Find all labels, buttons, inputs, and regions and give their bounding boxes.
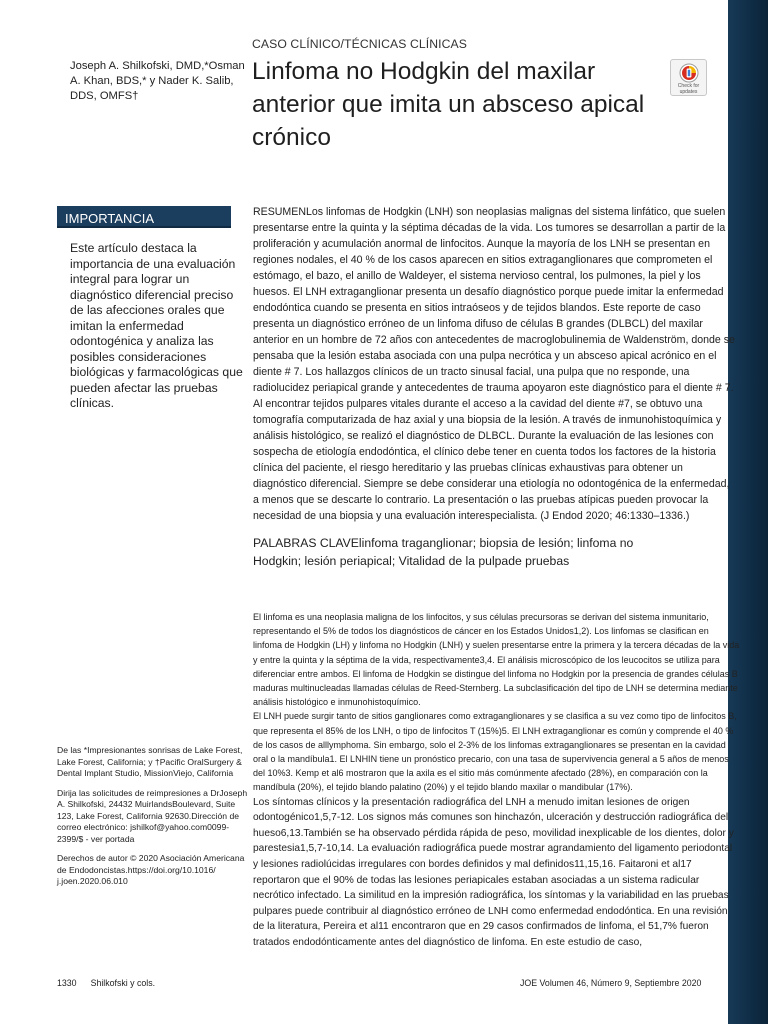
crossmark-icon — [679, 63, 699, 83]
author-list: Joseph A. Shilkofski, DMD,*Osman A. Khan, BDS,* y Nader K. Salib, DDS, OMFS† — [70, 60, 245, 102]
copyright-note: Derechos de autor © 2020 Asociación Americana de Endodoncistas.https://doi.org/10.1016/ j.joen.2020.06.010 — [57, 853, 245, 886]
abstract-text: Los linfomas de Hodgkin (LNH) son neoplasias malignas del sistema linfático, que suelen presentarse entre la quinta y la séptima décadas de la vida. Los tumores se desarrollan a partir de la proliferación y acumulación anormal de linfocitos. Aunque la mayoría de los LNH se presentan en regiones nodales, el 40 % de los casos aparecen en sitios extraganglionares que comprometen el estómago, el bazo, el anillo de Waldeyer, el sistema nervioso central, los pulmones, la piel y los huesos. El LNH extraganglionar presenta un desafío diagnóstico porque puede imitar la enfermedad endodóntica cuando se presenta en sitios intraóseos y de tejidos blandos. Este reporte de caso presenta un diagnóstico erróneo de un linfoma difuso de células B grandes (DLBCL) del maxilar anterior en un hombre de 72 años con antecedentes de macroglobulinemia de Waldenström, donde se pensaba que la lesión estaba asociada con una pulpa necrótica y un absceso apical acrónico en el diente # 7. Los hallazgos clínicos de un tracto sinusal facial, una pulpa que no responde, una radiolucidez periapical grande y antecedentes de trauma apoyaron este diagnóstico para el diente # 7. Al encontrar tejidos pulpares vitales durante el acceso a la cavidad del diente #7, se obtuvo una tomografía computarizada de haz axial y una biopsia de la lesión. A través de inmunohistoquímica y análisis histológico, se realizó el diagnóstico de DLBCL. Durante la evaluación de las lesiones con sospecha de etiología endodóntica, el clínico debe tener en cuenta todos los factores de la historia clínica del paciente, el riesgo hereditario y las pruebas clínicas exhaustivas para obtener un diagnóstico diferencial. Siempre se debe considerar una etiología no odontogénica de la enfermedad, a menos que se descarte lo contrario. La presentación o las pruebas atípicas pueden provocar la necesidad de una biopsia y una evaluación interespecialista. (J Endod 2020; 46:1330–1336.) — [253, 206, 735, 522]
keywords-label: PALABRAS CLAVE — [253, 536, 359, 550]
abstract — [253, 204, 737, 524]
crossmark-label: Check for updates — [677, 83, 700, 95]
article-body — [253, 610, 740, 951]
importance-text: Este artículo destaca la importancia de una evaluación integral para lograr un diagnóstico diferencial preciso de las afecciones orales que imitan la enfermedad odontogénica y analiza las posibles consideraciones biológicas y farmacológicas que pueden afectar las pruebas clínicas. — [70, 241, 243, 410]
footnotes — [57, 745, 252, 896]
keywords-text: linfoma traganglionar; biopsia de lesión; linfoma no Hodgkin; lesión periapical; Vitalidad de la pulpade pruebas — [253, 536, 634, 568]
check-for-updates-badge[interactable] — [670, 59, 707, 96]
body-paragraph-1: El linfoma es una neoplasia maligna de los linfocitos, y sus células precursoras se derivan del sistema inmunitario, representando el 5% de todos los diagnósticos de cáncer en los Estados Unidos1,2). Los linfomas se clasifican en linfoma de Hodgkin (LH) y linfoma no Hodgkin (LNH) y suelen presentarse entre la primera y la tercera décadas de la vida y entre la quinta y la séptima de la vida, respectivamente3,4. El análisis microscópico de los leucocitos se utiliza para diferenciar entre ambos. El linfoma de Hodgkin se distingue del linfoma no Hodgkin por la presencia de grandes células B maduras multinucleadas llamadas células de Reed-Sternberg. La subclasificación del tipo de LNH se determina mediante análisis histológico e inmunohistoquímico. — [253, 612, 740, 708]
journal-reference: JOE Volumen 46, Número 9, Septiembre 2020 — [520, 978, 702, 988]
affiliation-note: De las *Impresionantes sonrisas de Lake Forest, Lake Forest, California; y †Pacific OralSurgery & Dental Implant Studio, MissionViejo, California — [57, 745, 243, 778]
section-label: CASO CLÍNICO/TÉCNICAS CLÍNICAS — [252, 37, 467, 51]
correspondence-note: Dirija las solicitudes de reimpresiones a DrJoseph A. Shilkofski, 24432 MuirlandsBoulevard, Suite 123, Lake Forest, California 92630.Dirección de correo electrónico: jshilkof@yahoo.com0099-2399/$ - ver portada — [57, 787, 248, 844]
page-number: 1330 — [57, 978, 77, 988]
importance-heading: IMPORTANCIA — [57, 206, 231, 228]
article-title: Linfoma no Hodgkin del maxilar anterior que imita un absceso apical crónico — [252, 58, 645, 151]
running-head: Shilkofski y cols. — [90, 978, 156, 988]
body-paragraph-3: Los síntomas clínicos y la presentación radiográfica del LNH a menudo imitan lesiones de origen odontogénico1,5,7-12. Los signos más comunes son hinchazón, ulceración y destrucción radiográfica del hueso6,13.También se ha observado pérdida rápida de peso, movilidad inexplicable de los dientes, dolor y parestesia1,5,7-10,14. La evaluación radiográfica puede mostrar agrandamiento del ligamento periodontal y lesiones radiolúcidas irregulares con bordes definidos y mal definidos11,15,16. Faitaroni et al17 reportaron que el 90% de todas las lesiones periapicales estaban asociadas a un sistema radicular necrótico infectado. La similitud en la impresión radiográfica, los síntomas y la variabilidad en las pruebas pulpares puede contribuir al diagnóstico erróneo de LNH como enfermedad endodóntica. En una revisión de la literatura, Pereira et al11 encontraron que en 29 casos confirmados de linfoma, el 51,7% fueron tratados endodónticamente antes del diagnóstico de linfoma. En este estudio de caso, — [253, 796, 734, 948]
body-paragraph-2: El LNH puede surgir tanto de sitios ganglionares como extraganglionares y se clasifica a su vez como tipo de linfocitos B, que representa el 85% de los LNH, o tipo de linfocitos T (15%)5. El LNH extraganglionar es común y comprende el 40 % de los casos de alllymphoma. Sin embargo, solo el 2-3% de los linfomas extraganglionares se presentan en la cavidad oral o la mandíbula1. El LNHIN tiene un pronóstico precario, con una tasa de supervivencia general a 5 años de menos del 10%3. Kemp et al6 mostraron que la axila es el sitio más comúnmente afectado (28%), en comparación con la mandíbula (20%), el tejido blando palatino (20%) y el tejido blando maxilar o mandibular (17%). — [253, 711, 737, 793]
keywords — [253, 534, 683, 570]
page-footer-left — [57, 978, 155, 988]
abstract-label: RESUMEN — [253, 206, 306, 218]
